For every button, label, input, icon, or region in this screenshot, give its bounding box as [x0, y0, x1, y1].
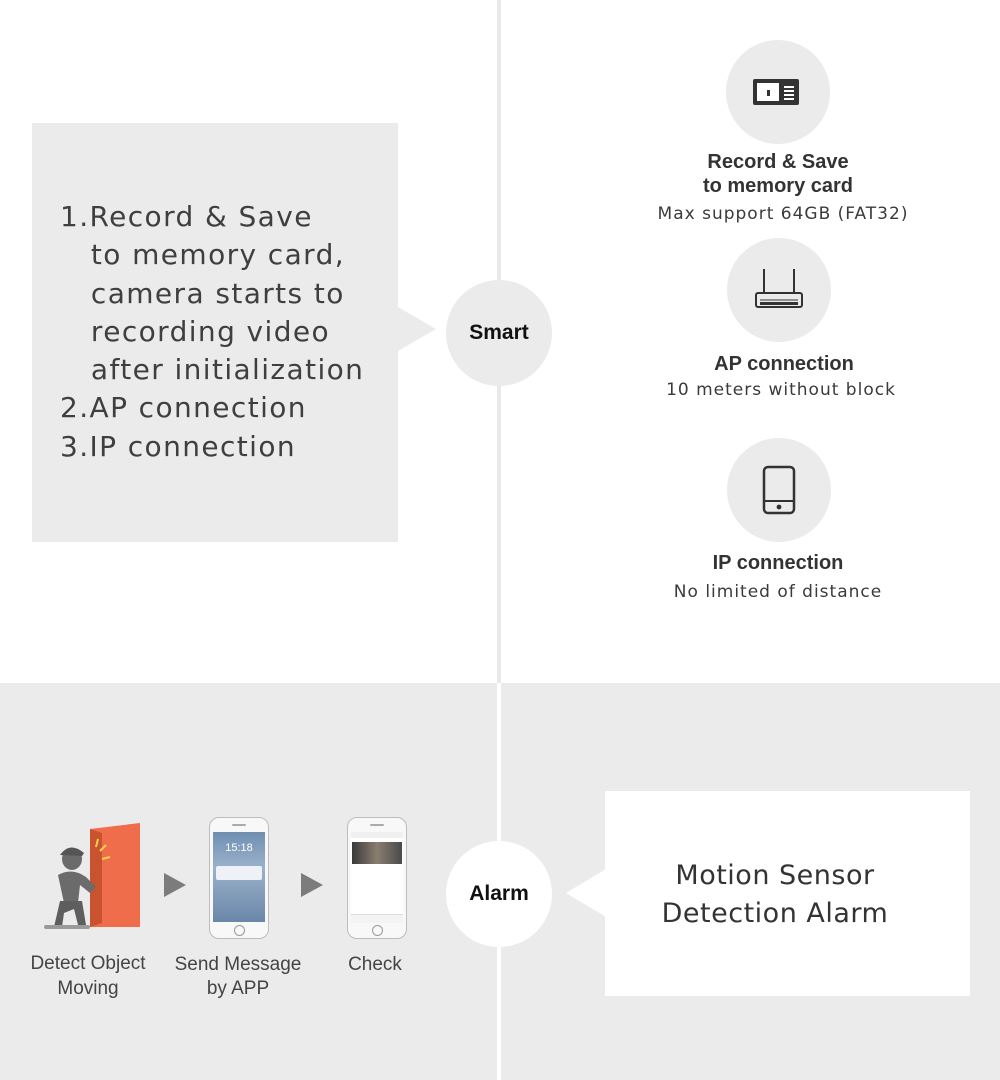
step-label: Detect Object [30, 953, 146, 974]
phone-camera-view-icon [347, 817, 407, 939]
callout-pointer [398, 307, 436, 351]
step-label: Moving [57, 978, 119, 999]
divider-line [497, 683, 501, 841]
flow-arrow-icon [164, 873, 186, 897]
divider-line [497, 0, 501, 280]
callout-pointer [566, 869, 606, 917]
smartphone-icon [727, 438, 831, 542]
router-icon [727, 238, 831, 342]
feature-summary-line: 3.IP connection [60, 429, 297, 463]
feature-subtitle: 10 meters without block [666, 380, 896, 400]
feature-title: AP connection [714, 353, 854, 375]
feature-summary-line: 2.AP connection [60, 391, 307, 425]
alarm-section [0, 683, 1000, 1080]
alarm-message-line: Motion Sensor [675, 860, 875, 891]
divider-line [497, 947, 501, 1080]
memory-card-icon [726, 40, 830, 144]
flow-arrow-icon [301, 873, 323, 897]
feature-summary-line: 1.Record & Save [60, 200, 313, 233]
feature-title: IP connection [712, 552, 844, 574]
alarm-message-box [605, 791, 970, 996]
feature-subtitle: Max support 64GB (FAT32) [657, 204, 909, 224]
alarm-message-line: Detection Alarm [661, 898, 889, 929]
step-label: Check [348, 954, 402, 975]
feature-subtitle: No limited of distance [673, 582, 883, 602]
feature-title: to memory card [702, 175, 854, 197]
phone-clock-text: 15:18 [225, 842, 253, 854]
feature-summary-line: camera starts to [60, 276, 345, 310]
feature-summary-line: to memory card, [60, 238, 346, 272]
smart-hub-label: Smart [446, 280, 552, 386]
alarm-hub-label: Alarm [446, 841, 552, 947]
intruder-at-door-icon [40, 823, 144, 933]
feature-summary-line: after initialization [60, 353, 365, 387]
feature-summary-list [60, 198, 364, 466]
step-label: by APP [206, 978, 270, 999]
step-label: Send Message [174, 954, 302, 975]
feature-summary-line: recording video [60, 314, 331, 348]
feature-title: Record & Save [707, 151, 849, 173]
phone-notification-icon [209, 817, 269, 939]
divider-line [497, 386, 501, 683]
